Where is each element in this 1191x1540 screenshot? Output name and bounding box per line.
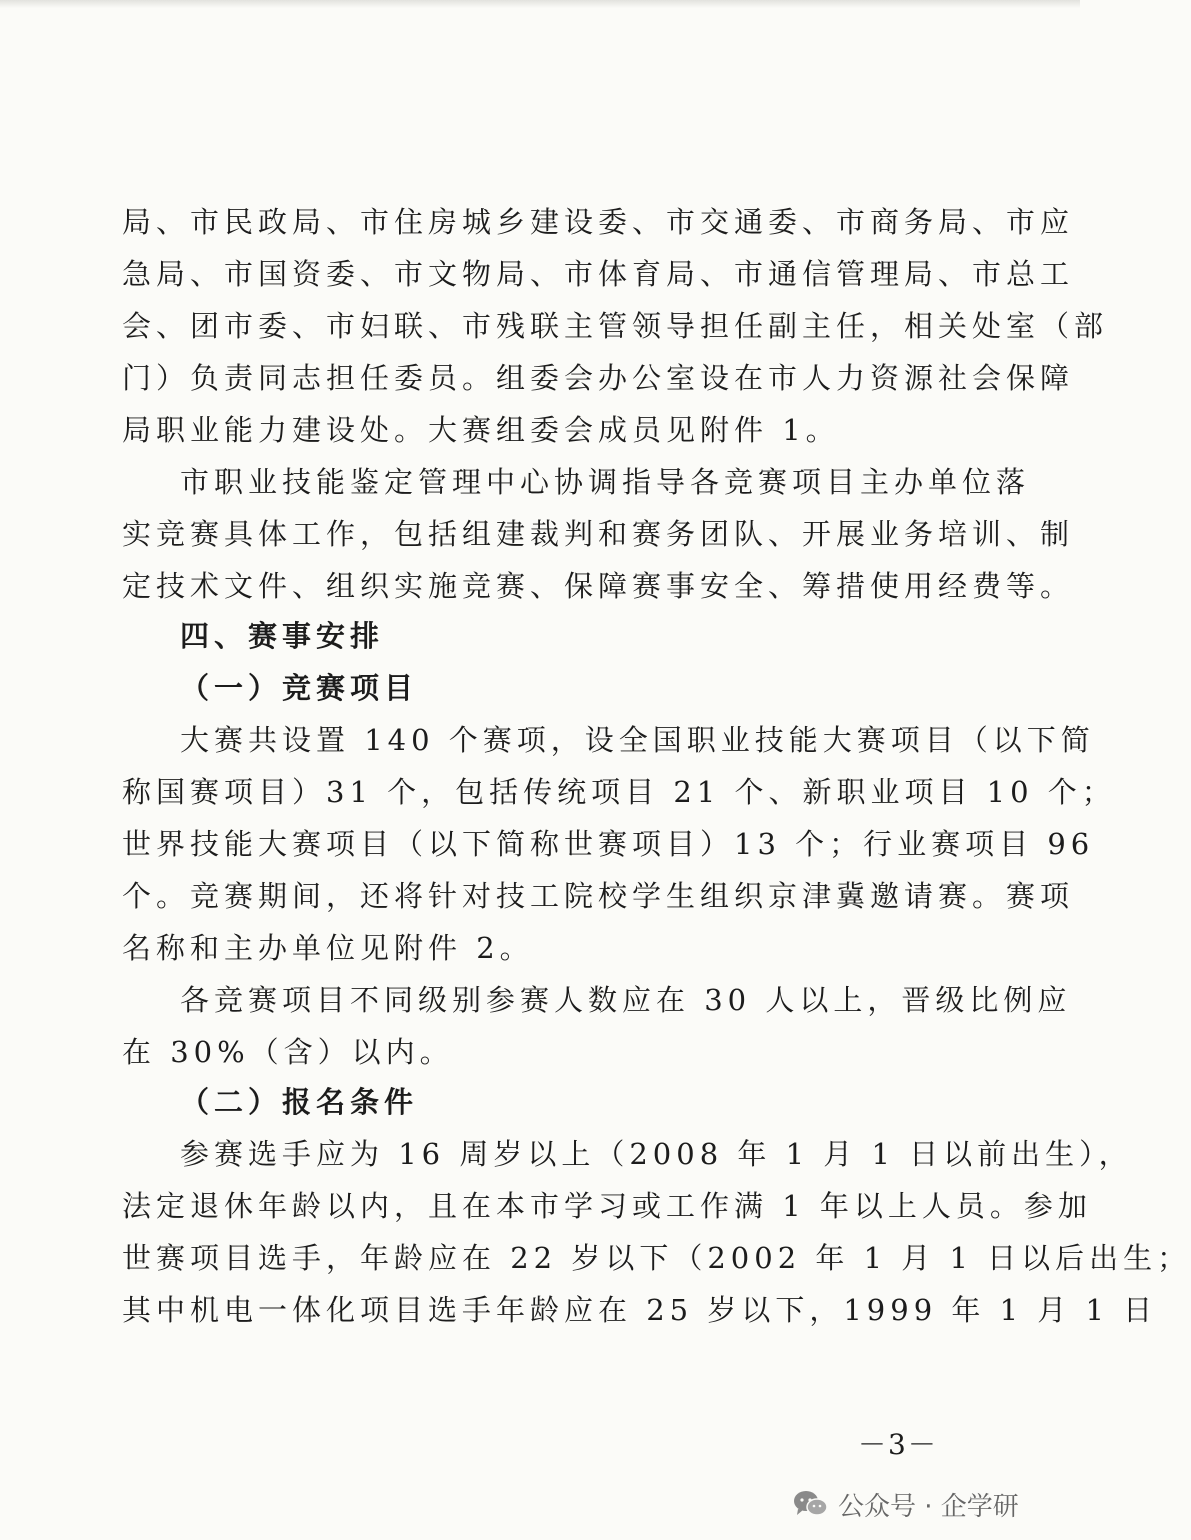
wechat-watermark	[792, 1484, 1019, 1524]
wechat-official-account-icon	[792, 1489, 828, 1519]
paragraph-5-line-3: 世赛项目选手，年龄应在 22 岁以下（2002 年 1 月 1 日以后出生；	[122, 1241, 1191, 1275]
paragraph-3-line-2: 称国赛项目）31 个，包括传统项目 21 个、新职业项目 10 个；	[122, 775, 1116, 809]
paragraph-1-line-2: 急局、市国资委、市文物局、市体育局、市通信管理局、市总工	[122, 257, 1075, 291]
paragraph-1-line-4: 门）负责同志担任委员。组委会办公室设在市人力资源社会保障	[122, 361, 1075, 395]
paragraph-5-line-4: 其中机电一体化项目选手年龄应在 25 岁以下，1999 年 1 月 1 日	[122, 1293, 1158, 1327]
paragraph-5-line-1: 参赛选手应为 16 周岁以上（2008 年 1 月 1 日以前出生），	[180, 1137, 1133, 1171]
page-number: －3－	[858, 1428, 938, 1461]
paragraph-1-line-1: 局、市民政局、市住房城乡建设委、市交通委、市商务局、市应	[122, 205, 1075, 239]
paragraph-3-line-1: 大赛共设置 140 个赛项，设全国职业技能大赛项目（以下简	[180, 723, 1095, 757]
paragraph-4-line-1: 各竞赛项目不同级别参赛人数应在 30 人以上，晋级比例应	[180, 983, 1072, 1017]
paragraph-3-line-4: 个。竞赛期间，还将针对技工院校学生组织京津冀邀请赛。赛项	[122, 879, 1075, 913]
paragraph-1-line-3: 会、团市委、市妇联、市残联主管领导担任副主任，相关处室（部	[122, 309, 1109, 343]
paragraph-4-line-2: 在 30%（含）以内。	[122, 1035, 454, 1069]
paragraph-3-line-5: 名称和主办单位见附件 2。	[122, 931, 534, 965]
paragraph-1-line-5: 局职业能力建设处。大赛组委会成员见附件 1。	[122, 413, 840, 447]
subsection-2-heading: （二）报名条件	[180, 1085, 419, 1119]
paragraph-5-line-2: 法定退休年龄以内，且在本市学习或工作满 1 年以上人员。参加	[122, 1189, 1092, 1223]
paragraph-2-line-3: 定技术文件、组织实施竞赛、保障赛事安全、筹措使用经费等。	[122, 569, 1075, 603]
subsection-1-heading: （一）竞赛项目	[180, 671, 419, 705]
paragraph-2-line-1: 市职业技能鉴定管理中心协调指导各竞赛项目主办单位落	[180, 465, 1031, 499]
watermark-label: 公众号 · 企学研	[838, 1491, 1019, 1522]
paragraph-3-line-3: 世界技能大赛项目（以下简称世赛项目）13 个；行业赛项目 96	[122, 827, 1095, 861]
section-4-heading: 四、赛事安排	[180, 619, 385, 653]
paragraph-2-line-2: 实竞赛具体工作，包括组建裁判和赛务团队、开展业务培训、制	[122, 517, 1075, 551]
